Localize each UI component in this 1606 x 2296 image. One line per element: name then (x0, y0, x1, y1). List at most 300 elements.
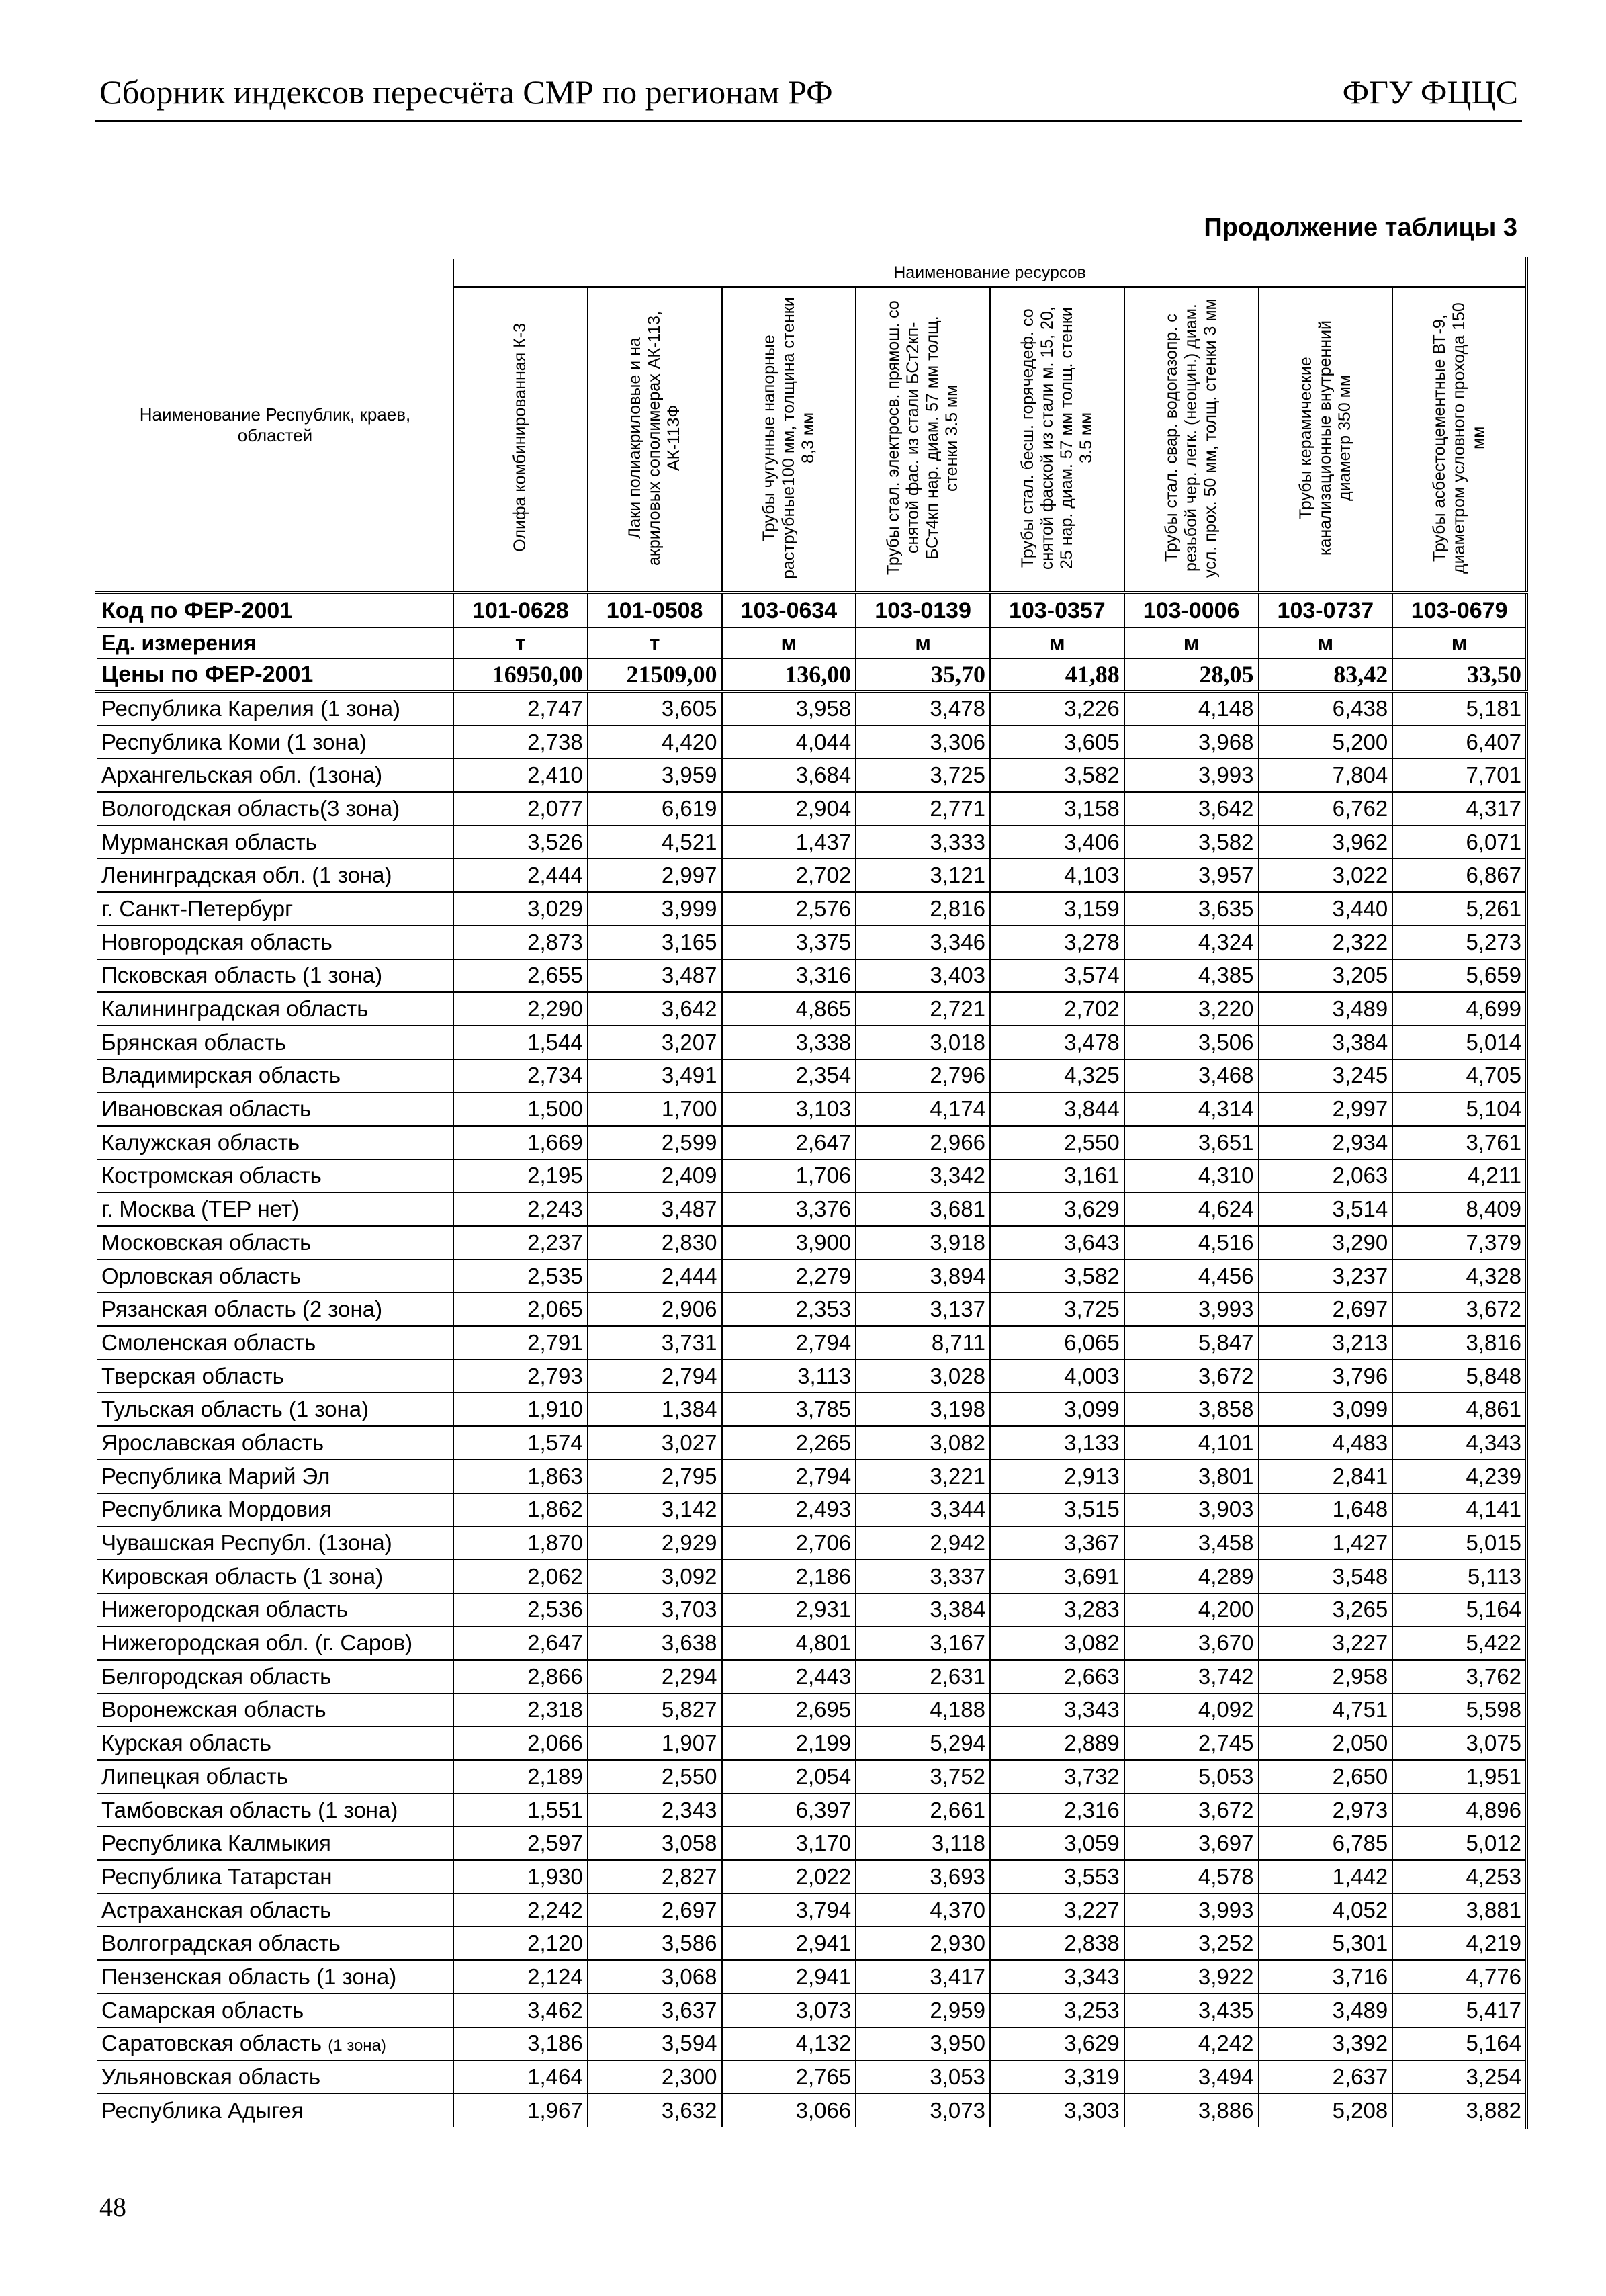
index-value: 2,795 (588, 1460, 722, 1493)
index-table (95, 257, 1528, 2129)
index-value: 3,881 (1392, 1894, 1527, 1927)
region-name-text: Воронежская область (101, 1697, 326, 1722)
index-value: 2,838 (990, 1927, 1124, 1960)
index-value: 1,464 (453, 2060, 588, 2094)
region-name-text: Калининградская область (101, 996, 369, 1022)
index-value: 1,907 (588, 1726, 722, 1760)
index-value: 3,506 (1124, 1026, 1259, 1059)
index-value: 4,103 (990, 858, 1124, 892)
index-value: 2,794 (722, 1460, 856, 1493)
region-name-text: Республика Мордовия (101, 1497, 332, 1522)
index-value: 2,745 (1124, 1726, 1259, 1760)
index-value: 3,440 (1259, 892, 1393, 926)
region-name-text: Тамбовская область (1 зона) (101, 1797, 398, 1822)
index-value: 3,254 (1392, 2060, 1527, 2094)
index-value: 1,930 (453, 1860, 588, 1894)
index-value: 4,052 (1259, 1894, 1393, 1927)
index-value: 2,065 (453, 1292, 588, 1326)
resource-name: Трубы стал. бесш. горячедеф. со снятой фаской из стали м. 15, 20, 25 нар. диам. 57 мм толщ. стенки 3.5 мм (1018, 306, 1096, 570)
index-value: 3,121 (856, 858, 990, 892)
index-value: 2,189 (453, 1760, 588, 1794)
index-value: 3,186 (453, 2027, 588, 2061)
region-name (96, 1560, 453, 1593)
index-value: 3,900 (722, 1226, 856, 1260)
index-value: 1,870 (453, 1526, 588, 1560)
region-name-text: Ивановская область (101, 1096, 312, 1122)
price-cell: 35,70 (856, 658, 990, 691)
index-value: 1,384 (588, 1393, 722, 1426)
table-row (96, 1760, 1527, 1794)
index-value: 3,346 (856, 926, 990, 959)
index-value: 3,220 (1124, 992, 1259, 1026)
index-value: 4,861 (1392, 1393, 1527, 1426)
index-value: 2,794 (588, 1360, 722, 1393)
index-value: 3,392 (1259, 2027, 1393, 2061)
index-value: 5,015 (1392, 1526, 1527, 1560)
resources-header: Наименование ресурсов (453, 258, 1527, 287)
index-value: 5,164 (1392, 2027, 1527, 2061)
index-value: 4,132 (722, 2027, 856, 2061)
index-value: 3,732 (990, 1760, 1124, 1794)
index-value: 1,551 (453, 1794, 588, 1827)
region-name-text: Владимирская область (101, 1063, 341, 1088)
region-name (96, 826, 453, 859)
region-name-text: Костромская область (101, 1163, 322, 1188)
index-value: 2,120 (453, 1927, 588, 1960)
index-value: 3,882 (1392, 2094, 1527, 2128)
index-value: 3,858 (1124, 1393, 1259, 1426)
index-value: 6,619 (588, 792, 722, 826)
table-row (96, 959, 1527, 993)
index-value: 4,420 (588, 725, 722, 759)
index-value: 3,489 (1259, 1994, 1393, 2027)
index-value: 3,158 (990, 792, 1124, 826)
index-value: 2,279 (722, 1260, 856, 1293)
index-value: 5,113 (1392, 1560, 1527, 1593)
index-value: 3,697 (1124, 1826, 1259, 1860)
resource-code: 103-0006 (1124, 593, 1259, 628)
index-value: 3,082 (856, 1426, 990, 1460)
table-row (96, 1960, 1527, 1994)
index-value: 3,226 (990, 691, 1124, 725)
index-value: 2,721 (856, 992, 990, 1026)
index-value: 2,066 (453, 1726, 588, 1760)
index-value: 3,283 (990, 1593, 1124, 1627)
index-value: 4,776 (1392, 1960, 1527, 1994)
region-name (96, 1159, 453, 1193)
index-value: 4,188 (856, 1693, 990, 1727)
index-value: 5,164 (1392, 1593, 1527, 1627)
region-name (96, 1626, 453, 1660)
index-value: 2,791 (453, 1326, 588, 1360)
index-value: 3,968 (1124, 725, 1259, 759)
index-value: 4,516 (1124, 1226, 1259, 1260)
region-column-header: Наименование Республик, краев, областей (96, 258, 453, 593)
index-value: 2,535 (453, 1260, 588, 1293)
table-row (96, 1894, 1527, 1927)
index-value: 3,384 (1259, 1026, 1393, 1059)
region-name-text: Республика Татарстан (101, 1863, 332, 1889)
index-value: 3,099 (1259, 1393, 1393, 1426)
region-name-text: г. Москва (ТЕР нет) (101, 1196, 300, 1222)
index-value: 4,310 (1124, 1159, 1259, 1193)
index-value: 1,862 (453, 1493, 588, 1527)
index-value: 3,762 (1392, 1660, 1527, 1693)
table-row (96, 1292, 1527, 1326)
index-value: 2,966 (856, 1126, 990, 1159)
index-value: 2,316 (990, 1794, 1124, 1827)
index-value: 6,065 (990, 1326, 1124, 1360)
index-value: 2,637 (1259, 2060, 1393, 2094)
region-name (96, 1059, 453, 1093)
table-row (96, 2094, 1527, 2128)
index-value: 2,747 (453, 691, 588, 725)
index-value: 4,385 (1124, 959, 1259, 993)
index-value: 1,700 (588, 1092, 722, 1126)
table-row (96, 1826, 1527, 1860)
index-value: 3,213 (1259, 1326, 1393, 1360)
index-value: 4,200 (1124, 1593, 1259, 1627)
region-name-text: Курская область (101, 1730, 271, 1756)
index-value: 3,958 (722, 691, 856, 725)
index-value: 3,028 (856, 1360, 990, 1393)
region-name-text: Тверская область (101, 1363, 284, 1388)
index-value: 2,443 (722, 1660, 856, 1693)
table-row (96, 758, 1527, 792)
table-row (96, 1526, 1527, 1560)
index-value: 5,847 (1124, 1326, 1259, 1360)
index-value: 6,867 (1392, 858, 1527, 892)
index-value: 3,343 (990, 1960, 1124, 1994)
resource-code: 103-0634 (722, 593, 856, 628)
table-row (96, 725, 1527, 759)
unit-cell: м (856, 627, 990, 658)
index-value: 1,910 (453, 1393, 588, 1426)
index-value: 2,830 (588, 1226, 722, 1260)
table-row (96, 1794, 1527, 1827)
index-value: 2,050 (1259, 1726, 1393, 1760)
index-value: 3,316 (722, 959, 856, 993)
price-cell: 83,42 (1259, 658, 1393, 691)
index-value: 4,865 (722, 992, 856, 1026)
region-name (96, 1192, 453, 1226)
document-title: Сборник индексов пересчёта СМР по регионам РФ (99, 73, 833, 111)
index-value: 2,444 (588, 1260, 722, 1293)
index-value: 2,873 (453, 926, 588, 959)
index-value: 2,536 (453, 1593, 588, 1627)
index-value: 2,353 (722, 1292, 856, 1326)
region-name-text: Республика Марий Эл (101, 1463, 330, 1489)
index-value: 4,705 (1392, 1059, 1527, 1093)
region-name-text: Чувашская Республ. (1зона) (101, 1530, 392, 1556)
table-row (96, 1159, 1527, 1193)
index-value: 2,793 (453, 1360, 588, 1393)
index-value: 2,322 (1259, 926, 1393, 959)
region-name (96, 992, 453, 1026)
region-name (96, 1693, 453, 1727)
index-value: 4,148 (1124, 691, 1259, 725)
index-value: 3,333 (856, 826, 990, 859)
table-row (96, 1226, 1527, 1260)
resource-code: 101-0628 (453, 593, 588, 628)
region-name (96, 2027, 453, 2061)
price-cell: 21509,00 (588, 658, 722, 691)
index-value: 3,491 (588, 1059, 722, 1093)
region-name-text: Архангельская обл. (1зона) (101, 762, 383, 788)
index-value: 2,697 (1259, 1292, 1393, 1326)
table-row (96, 792, 1527, 826)
region-name-text: Вологодская область(3 зона) (101, 795, 400, 821)
region-name (96, 1927, 453, 1960)
index-value: 3,478 (856, 691, 990, 725)
table-row (96, 1393, 1527, 1426)
region-name-text: Мурманская область (101, 829, 317, 854)
unit-label: Ед. измерения (96, 627, 453, 658)
index-value: 3,725 (990, 1292, 1124, 1326)
index-value: 4,456 (1124, 1260, 1259, 1293)
index-value: 2,697 (588, 1894, 722, 1927)
index-value: 3,161 (990, 1159, 1124, 1193)
region-name-text: Республика Коми (1 зона) (101, 729, 367, 754)
region-name (96, 2060, 453, 2094)
index-value: 3,752 (856, 1760, 990, 1794)
index-value: 2,054 (722, 1760, 856, 1794)
resource-code: 101-0508 (588, 593, 722, 628)
index-value: 3,245 (1259, 1059, 1393, 1093)
index-value: 3,794 (722, 1894, 856, 1927)
index-value: 4,483 (1259, 1426, 1393, 1460)
index-value: 3,462 (453, 1994, 588, 2027)
index-value: 2,444 (453, 858, 588, 892)
resource-column-header (1124, 287, 1259, 593)
region-name (96, 1026, 453, 1059)
index-value: 3,058 (588, 1826, 722, 1860)
region-name-text: Ленинградская обл. (1 зона) (101, 863, 392, 888)
region-name (96, 1493, 453, 1527)
index-value: 2,702 (990, 992, 1124, 1026)
index-value: 2,913 (990, 1460, 1124, 1493)
index-value: 3,642 (588, 992, 722, 1026)
index-value: 3,742 (1124, 1660, 1259, 1693)
region-name-text: Калужская область (101, 1129, 300, 1155)
index-value: 5,104 (1392, 1092, 1527, 1126)
index-value: 4,044 (722, 725, 856, 759)
region-name (96, 1860, 453, 1894)
index-value: 3,959 (588, 758, 722, 792)
index-value: 3,494 (1124, 2060, 1259, 2094)
table-continuation-caption: Продолжение таблицы 3 (1204, 214, 1517, 242)
index-value: 2,550 (990, 1126, 1124, 1159)
index-value: 4,092 (1124, 1693, 1259, 1727)
index-value: 2,997 (588, 858, 722, 892)
region-name-text: Кировская область (1 зона) (101, 1563, 384, 1589)
index-value: 3,092 (588, 1560, 722, 1593)
index-value: 3,384 (856, 1593, 990, 1627)
resource-column-header (1392, 287, 1527, 593)
resource-name: Трубы чугунные напорные раструбные100 мм, толщина стенки 8,3 мм (759, 296, 817, 579)
index-value: 1,669 (453, 1126, 588, 1159)
region-name (96, 792, 453, 826)
unit-cell: м (1259, 627, 1393, 658)
index-value: 1,427 (1259, 1526, 1393, 1560)
index-value: 2,906 (588, 1292, 722, 1326)
index-value: 2,796 (856, 1059, 990, 1093)
index-value: 3,638 (588, 1626, 722, 1660)
index-value: 4,314 (1124, 1092, 1259, 1126)
index-value: 3,205 (1259, 959, 1393, 993)
index-value: 3,487 (588, 959, 722, 993)
region-name-text: Липецкая область (101, 1763, 288, 1789)
index-value: 2,343 (588, 1794, 722, 1827)
region-name-text: Брянская область (101, 1029, 286, 1055)
index-value: 3,406 (990, 826, 1124, 859)
index-value: 3,027 (588, 1426, 722, 1460)
region-name (96, 1393, 453, 1426)
organization-name: ФГУ ФЦЦС (1342, 73, 1518, 111)
region-name (96, 1360, 453, 1393)
resource-column-header (990, 287, 1124, 593)
index-value: 2,493 (722, 1493, 856, 1527)
region-name-text: Ярославская область (101, 1429, 324, 1455)
index-value: 7,379 (1392, 1226, 1527, 1260)
index-value: 3,265 (1259, 1593, 1393, 1627)
region-name (96, 2094, 453, 2128)
index-value: 3,632 (588, 2094, 722, 2128)
index-value: 3,468 (1124, 1059, 1259, 1093)
region-name-text: Смоленская область (101, 1329, 316, 1355)
index-value: 2,997 (1259, 1092, 1393, 1126)
index-value: 3,672 (1392, 1292, 1527, 1326)
index-value: 3,343 (990, 1693, 1124, 1727)
index-value: 4,141 (1392, 1493, 1527, 1527)
region-name (96, 926, 453, 959)
table-row (96, 1560, 1527, 1593)
index-value: 3,167 (856, 1626, 990, 1660)
index-value: 3,207 (588, 1026, 722, 1059)
index-value: 2,941 (722, 1927, 856, 1960)
index-value: 3,999 (588, 892, 722, 926)
index-value: 3,165 (588, 926, 722, 959)
table-row (96, 691, 1527, 725)
region-name (96, 1760, 453, 1794)
index-value: 3,548 (1259, 1560, 1393, 1593)
index-value: 5,422 (1392, 1626, 1527, 1660)
index-value: 2,889 (990, 1726, 1124, 1760)
index-value: 3,099 (990, 1393, 1124, 1426)
index-value: 3,319 (990, 2060, 1124, 2094)
index-value: 1,544 (453, 1026, 588, 1059)
index-value: 3,894 (856, 1260, 990, 1293)
index-value: 2,410 (453, 758, 588, 792)
index-value: 2,354 (722, 1059, 856, 1093)
index-value: 5,261 (1392, 892, 1527, 926)
region-name (96, 1593, 453, 1627)
index-value: 2,958 (1259, 1660, 1393, 1693)
resource-column-header (1259, 287, 1393, 593)
resource-column-header (588, 287, 722, 593)
resource-code: 103-0357 (990, 593, 1124, 628)
index-value: 3,022 (1259, 858, 1393, 892)
index-value: 5,200 (1259, 725, 1393, 759)
index-value: 3,082 (990, 1626, 1124, 1660)
index-value: 2,063 (1259, 1159, 1393, 1193)
index-value: 3,367 (990, 1526, 1124, 1560)
index-value: 4,242 (1124, 2027, 1259, 2061)
index-value: 5,014 (1392, 1026, 1527, 1059)
region-name-text: Белгородская область (101, 1663, 332, 1689)
table-row (96, 1660, 1527, 1693)
region-name-text: Нижегородская область (101, 1597, 348, 1622)
index-value: 4,801 (722, 1626, 856, 1660)
index-value: 3,605 (588, 691, 722, 725)
table-row (96, 826, 1527, 859)
region-zone-note: (1 зона) (328, 2037, 386, 2056)
resource-column-header (453, 287, 588, 593)
page-number: 48 (99, 2192, 126, 2222)
index-value: 3,586 (588, 1927, 722, 1960)
region-name-text: Московская область (101, 1229, 312, 1255)
resource-name: Олифа комбинированная К-3 (510, 323, 530, 552)
table-row (96, 1059, 1527, 1093)
resource-code: 103-0139 (856, 593, 990, 628)
index-value: 3,886 (1124, 2094, 1259, 2128)
index-value: 1,500 (453, 1092, 588, 1126)
table-row (96, 1126, 1527, 1159)
table-row (96, 1693, 1527, 1727)
table-row (96, 1326, 1527, 1360)
region-name (96, 1126, 453, 1159)
resource-name: Трубы асбестоцементные ВТ-9, диаметром условного прохода 150 мм (1430, 302, 1488, 574)
index-value: 2,841 (1259, 1460, 1393, 1493)
index-value: 5,659 (1392, 959, 1527, 993)
index-value: 2,650 (1259, 1760, 1393, 1794)
region-name (96, 1426, 453, 1460)
index-value: 4,219 (1392, 1927, 1527, 1960)
index-value: 7,701 (1392, 758, 1527, 792)
unit-cell: м (722, 627, 856, 658)
index-value: 2,866 (453, 1660, 588, 1693)
index-value: 3,957 (1124, 858, 1259, 892)
index-value: 3,962 (1259, 826, 1393, 859)
index-value: 3,303 (990, 2094, 1124, 2128)
index-value: 3,993 (1124, 1894, 1259, 1927)
index-value: 2,290 (453, 992, 588, 1026)
index-value: 3,344 (856, 1493, 990, 1527)
index-value: 3,458 (1124, 1526, 1259, 1560)
index-value: 1,437 (722, 826, 856, 859)
index-value: 6,438 (1259, 691, 1393, 725)
region-name (96, 691, 453, 725)
region-name (96, 892, 453, 926)
index-value: 3,635 (1124, 892, 1259, 926)
index-value: 4,253 (1392, 1860, 1527, 1894)
region-name (96, 1292, 453, 1326)
index-value: 5,181 (1392, 691, 1527, 725)
index-value: 3,594 (588, 2027, 722, 2061)
index-value: 6,762 (1259, 792, 1393, 826)
index-value: 2,661 (856, 1794, 990, 1827)
index-value: 3,785 (722, 1393, 856, 1426)
index-value: 3,073 (722, 1994, 856, 2027)
table-row (96, 1626, 1527, 1660)
index-value: 3,672 (1124, 1360, 1259, 1393)
index-value: 3,029 (453, 892, 588, 926)
index-value: 2,062 (453, 1560, 588, 1593)
index-value: 2,647 (453, 1626, 588, 1660)
region-name (96, 1960, 453, 1994)
header-divider (95, 120, 1522, 122)
region-name-text: Ульяновская область (101, 2064, 321, 2090)
